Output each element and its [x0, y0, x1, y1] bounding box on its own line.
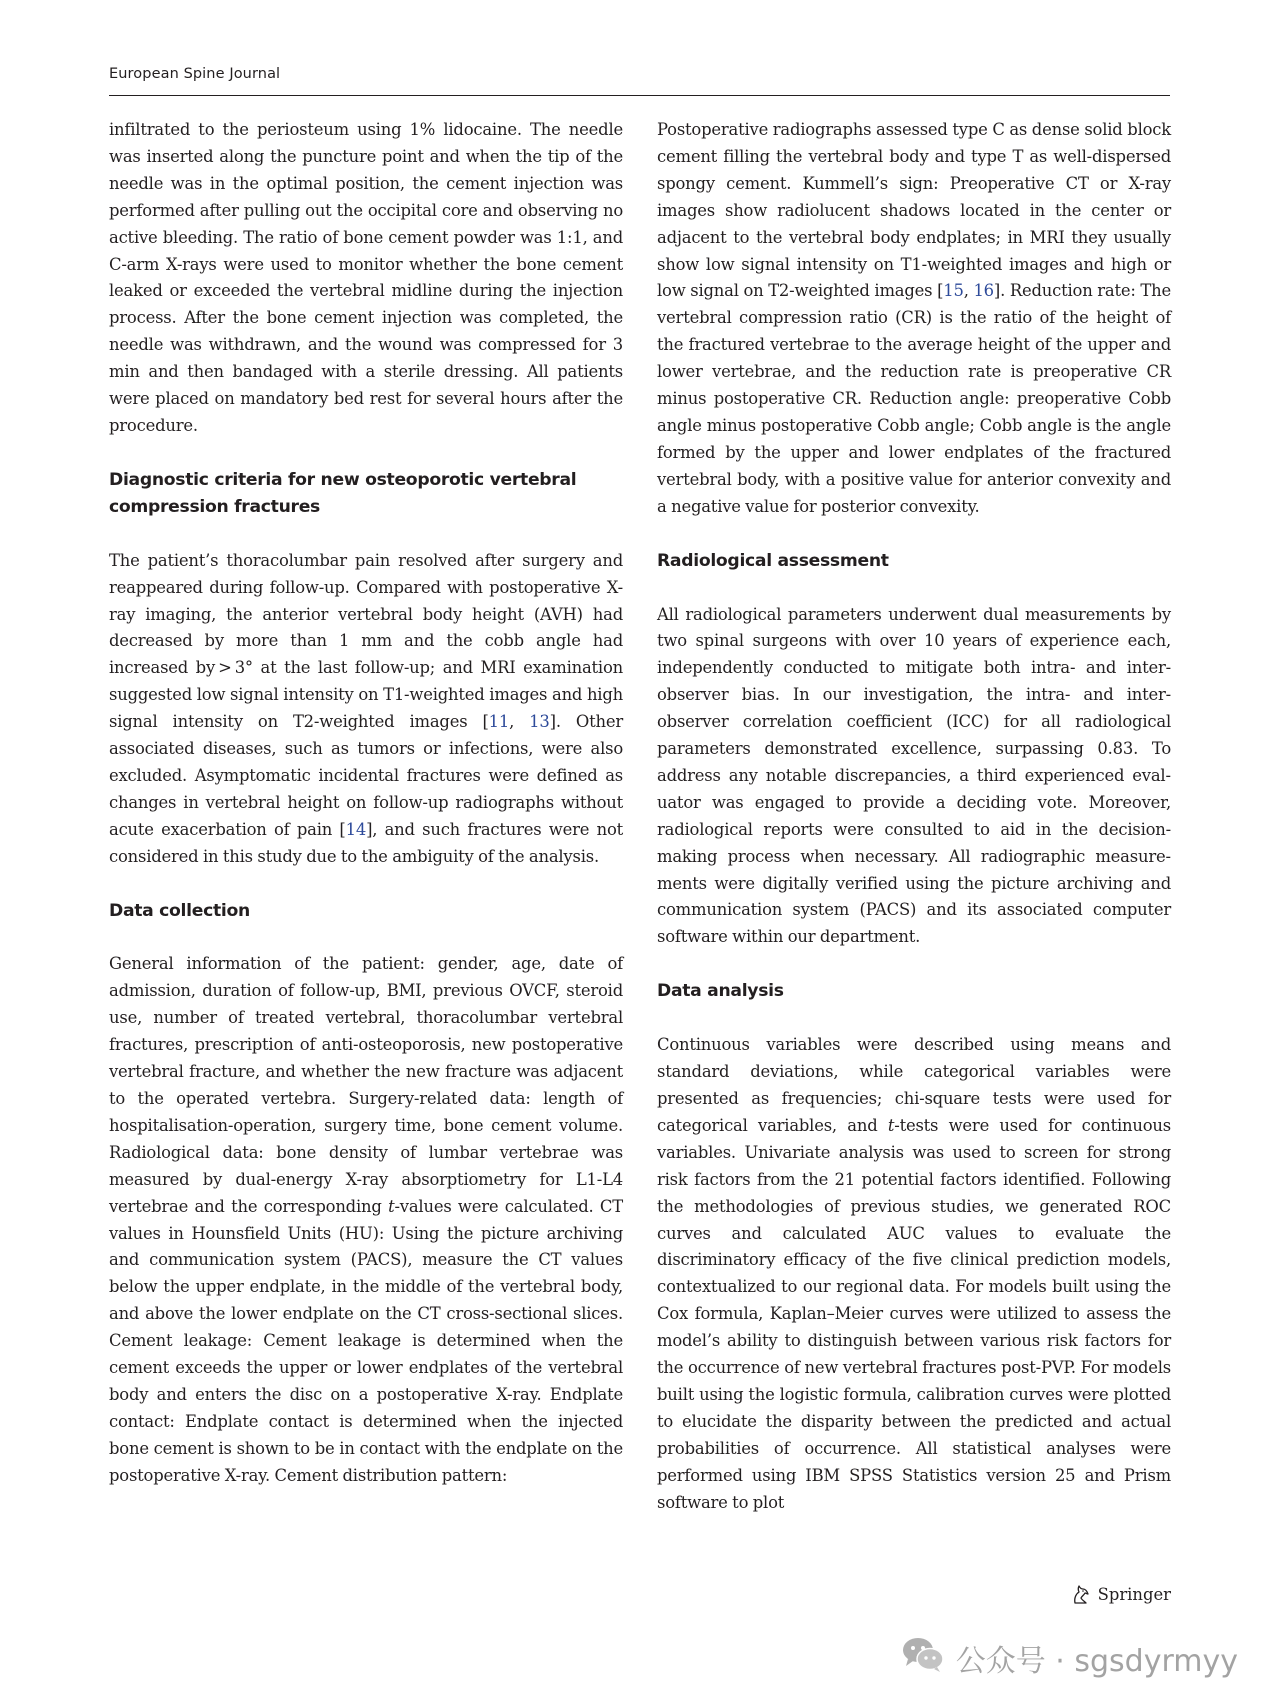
citation-link-15[interactable]: 15 — [943, 281, 964, 301]
text-run: ]. Other associated diseases, such as tumors or infections, were also excluded. Asymptomatic incidental fractures were defined as changes in vertebral height on follow-up radiographs without acute exacerbation of pain [ — [109, 712, 623, 839]
text-run: ], and such fractures were not considered in this study due to the ambiguity of the analysis. — [109, 819, 624, 866]
text-run: Continuous variables were described using means and standard deviations, while categorical variables were presented as frequencies; chi-square tests were used for categorical variables, and — [657, 1035, 1171, 1135]
paragraph-cement-distribution — [657, 117, 1171, 521]
text-run: , — [963, 281, 974, 301]
section-heading-radiological-assessment: Radiological assessment — [657, 550, 889, 571]
paragraph-procedure: infiltrated to the periosteum using 1% lidocaine. The needle was inserted along the puncture point and when the tip of the needle was in the optimal position, the cement injection was performed after pulling out the occipital core and observing no active bleeding. The ratio of bone cement powder was 1:1, and C-arm X-rays were used to monitor whether the bone cement leaked or exceeded the vertebral midline during the injection process. After the bone cement injection was completed, the needle was withdrawn, and the wound was compressed for 3 min and then bandaged with a sterile dressing. All patients were placed on mandatory bed rest for several hours after the procedure. — [109, 120, 623, 435]
citation-link-14[interactable]: 14 — [345, 819, 367, 839]
text-run: , — [509, 712, 530, 732]
right-column — [657, 117, 1171, 1517]
citation-link-16[interactable]: 16 — [973, 281, 994, 301]
italic-t: t — [388, 1196, 395, 1216]
citation-link-11[interactable]: 11 — [488, 712, 510, 732]
watermark-text: 公众号 · sgsdyrmyy — [955, 1644, 1238, 1679]
citation-link-13[interactable]: 13 — [529, 712, 550, 732]
springer-horse-icon — [1070, 1583, 1092, 1605]
paragraph-diagnostic-criteria — [109, 548, 623, 871]
italic-t: t — [887, 1115, 895, 1135]
watermark — [900, 1634, 1238, 1682]
header-rule — [109, 95, 1170, 96]
section-heading-data-collection: Data collection — [109, 900, 250, 921]
text-run: -tests were used for continuous variables. Univariate analysis was used to screen for strong risk factors from the 21 potential factors identified. Following the methodologies of previous studies, we generated ROC curves and calculated AUC values to evaluate the discriminatory efficacy of the five clinical prediction models, contextualized to our regional data. For models built using the Cox formula, Kaplan–Meier curves were utilized to assess the model’s ability to distinguish between various risk factors for the occurrence of new vertebral fractures post-PVP. For models built using the logistic formula, calibration curves were plotted to elucidate the disparity between the predicted and actual probabilities of occurrence. All statistical analyses were performed using IBM SPSS Statistics version 25 and Prism software to plot — [657, 1115, 1171, 1512]
publisher-mark — [1070, 1583, 1171, 1605]
section-heading-data-analysis: Data analysis — [657, 981, 784, 1002]
running-head-journal-title: European Spine Journal — [109, 66, 281, 82]
text-run: ]. Reduction rate: The vertebral compression ratio (CR) is the ratio of the height of the fractured vertebrae to the average height of the upper and lower vertebrae, and the reduction rate is preoperative CR minus postoperative CR. Reduction angle: preoperative Cobb angle minus postoperative Cobb angle; Cobb angle is the angle formed by the upper and lower endplates of the fractured vertebral body, with a positive value for anterior convexity and a negative value for posterior convexity. — [657, 281, 1171, 516]
text-run: The patient’s thoracolumbar pain resolved after surgery and reappeared during follow-up. Compared with postoperative X-ray imaging, the anterior vertebral body height (AVH) had decreased by more than 1 mm and the cobb angle had increased by > 3° at the last follow-up; and MRI examination suggested low signal intensity on T1-weighted images and high signal intensity on T2-weighted images [ — [109, 550, 623, 732]
publisher-name: Springer — [1097, 1584, 1171, 1604]
paragraph-data-analysis — [657, 1032, 1171, 1516]
text-run: Postoperative radiographs assessed type C as dense solid block cement filling the vertebral body and type T as well-dispersed spongy cement. Kummell’s sign: Preoperative CT or X-ray images show radiolucent shadows located in the center or adjacent to the vertebral body endplates; in MRI they usually show low signal intensity on T1-weighted images and high or low signal on T2-weighted images [ — [657, 120, 1171, 301]
text-run: General information of the patient: gender, age, date of admission, duration of follow-up, BMI, previous OVCF, steroid use, number of treated vertebral, thoracolumbar vertebral fractures, prescription of anti-osteoporosis, new postoperative vertebral fracture, and whether the new fracture was adjacent to the operated vertebra. Surgery-related data: length of hospitalisation-operation, surgery time, bone cement volume. Radiological data: bone density of lumbar vertebrae was measured by dual-energy X-ray absorptiometry for L1-L4 vertebrae and the corresponding — [109, 954, 623, 1216]
paragraph-data-collection — [109, 951, 623, 1489]
paragraph-radiological-assessment: All radiological parameters underwent dual measurements by two spinal surgeons with over 10 years of experience each, independently conducted to mitigate both intra- and inter-observer bias. In our investigation, the intra- and inter-observer correlation coefficient (ICC) for all radiological parameters demonstrated excellence, surpassing 0.83. To address any notable discrepancies, a third experienced evaluator was engaged to provide a deciding vote. Moreover, radiological reports were consulted to aid in the decision-making process when necessary. All radiographic measurements were digitally verified using the picture archiving and communication system (PACS) and its associated computer software within our department. — [657, 604, 1171, 947]
wechat-icon — [900, 1634, 946, 1682]
left-column — [109, 117, 623, 1490]
section-heading-diagnostic-criteria: Diagnostic criteria for new osteoporotic vertebral compression fractures — [109, 469, 577, 517]
text-run: -values were calculated. CT values in Hounsfield Units (HU): Using the picture archiving and communication system (PACS), measure the CT values below the upper endplate, in the middle of the vertebral body, and above the lower endplate on the CT cross-sectional slices. Cement leakage: Cement leakage is determined when the cement exceeds the upper or lower endplates of the vertebral body and enters the disc on a postoperative X-ray. Endplate contact: Endplate contact is determined when the injected bone cement is shown to be in contact with the endplate on the postoperative X-ray. Cement distribution pattern: — [109, 1196, 623, 1485]
